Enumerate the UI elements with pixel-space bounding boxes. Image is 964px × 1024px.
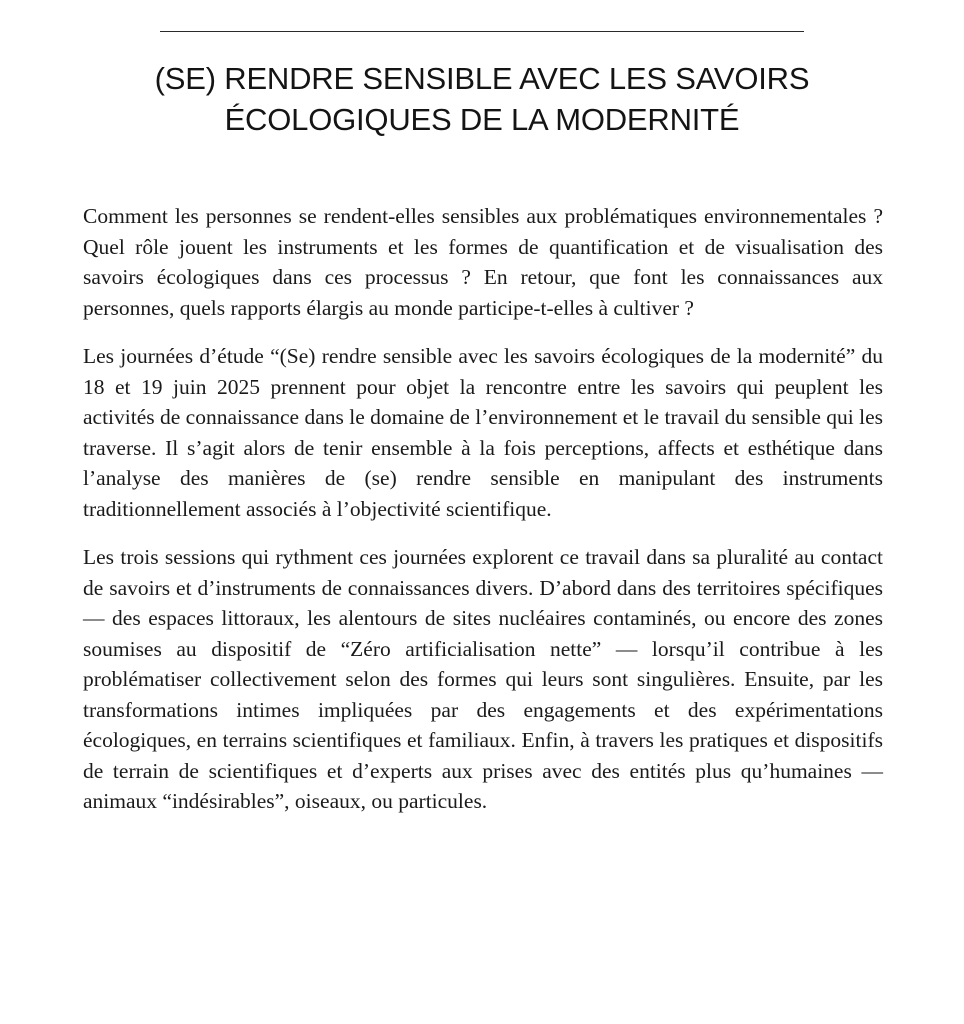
paragraph-3: Les trois sessions qui rythment ces journées explorent ce travail dans sa pluralité au contact de savoirs et d’instruments de connaissances divers. D’abord dans des territoires spécifiques — des espaces littoraux, les alentours de sites nucléaires contaminés, ou encore des zones soumises au dispositif de “Zéro artificialisation nette” — lorsqu’il contribue à les problématiser collectivement selon des formes qui leurs sont singulières. Ensuite, par les transformations intimes impliquées par des engagements et des expérimentations écologiques, en terrains scientifiques et familiaux. Enfin, à travers les pratiques et dispositifs de terrain de scientifiques et d’experts aux prises avec des entités plus qu’humaines — animaux “indésirables”, oiseaux, ou particules. [83, 545, 883, 813]
title-line-1: (SE) RENDRE SENSIBLE AVEC LES SAVOIRS [154, 61, 810, 96]
paragraph-1: Comment les personnes se rendent-elles sensibles aux problématiques environnementales ? Quel rôle jouent les instruments et les formes de quantification et de visualisation des savoirs écologiques dans ces processus ? En retour, que font les connaissances aux personnes, quels rapports élargis au monde participe-t-elles à cultiver ? [83, 204, 883, 320]
body-text [83, 201, 883, 817]
title-line-2: ÉCOLOGIQUES DE LA MODERNITÉ [224, 102, 740, 137]
top-divider [160, 31, 804, 32]
paragraph-2: Les journées d’étude “(Se) rendre sensible avec les savoirs écologiques de la modernité” du 18 et 19 juin 2025 prennent pour objet la rencontre entre les savoirs qui peuplent les activités de connaissance dans le domaine de l’environnement et le travail du sensible qui les traverse. Il s’agit alors de tenir ensemble à la fois perceptions, affects et esthétique dans l’analyse des manières de (se) rendre sensible en manipulant des instruments traditionnellement associés à l’objectivité scientifique. [83, 344, 884, 521]
document-title [60, 58, 904, 140]
